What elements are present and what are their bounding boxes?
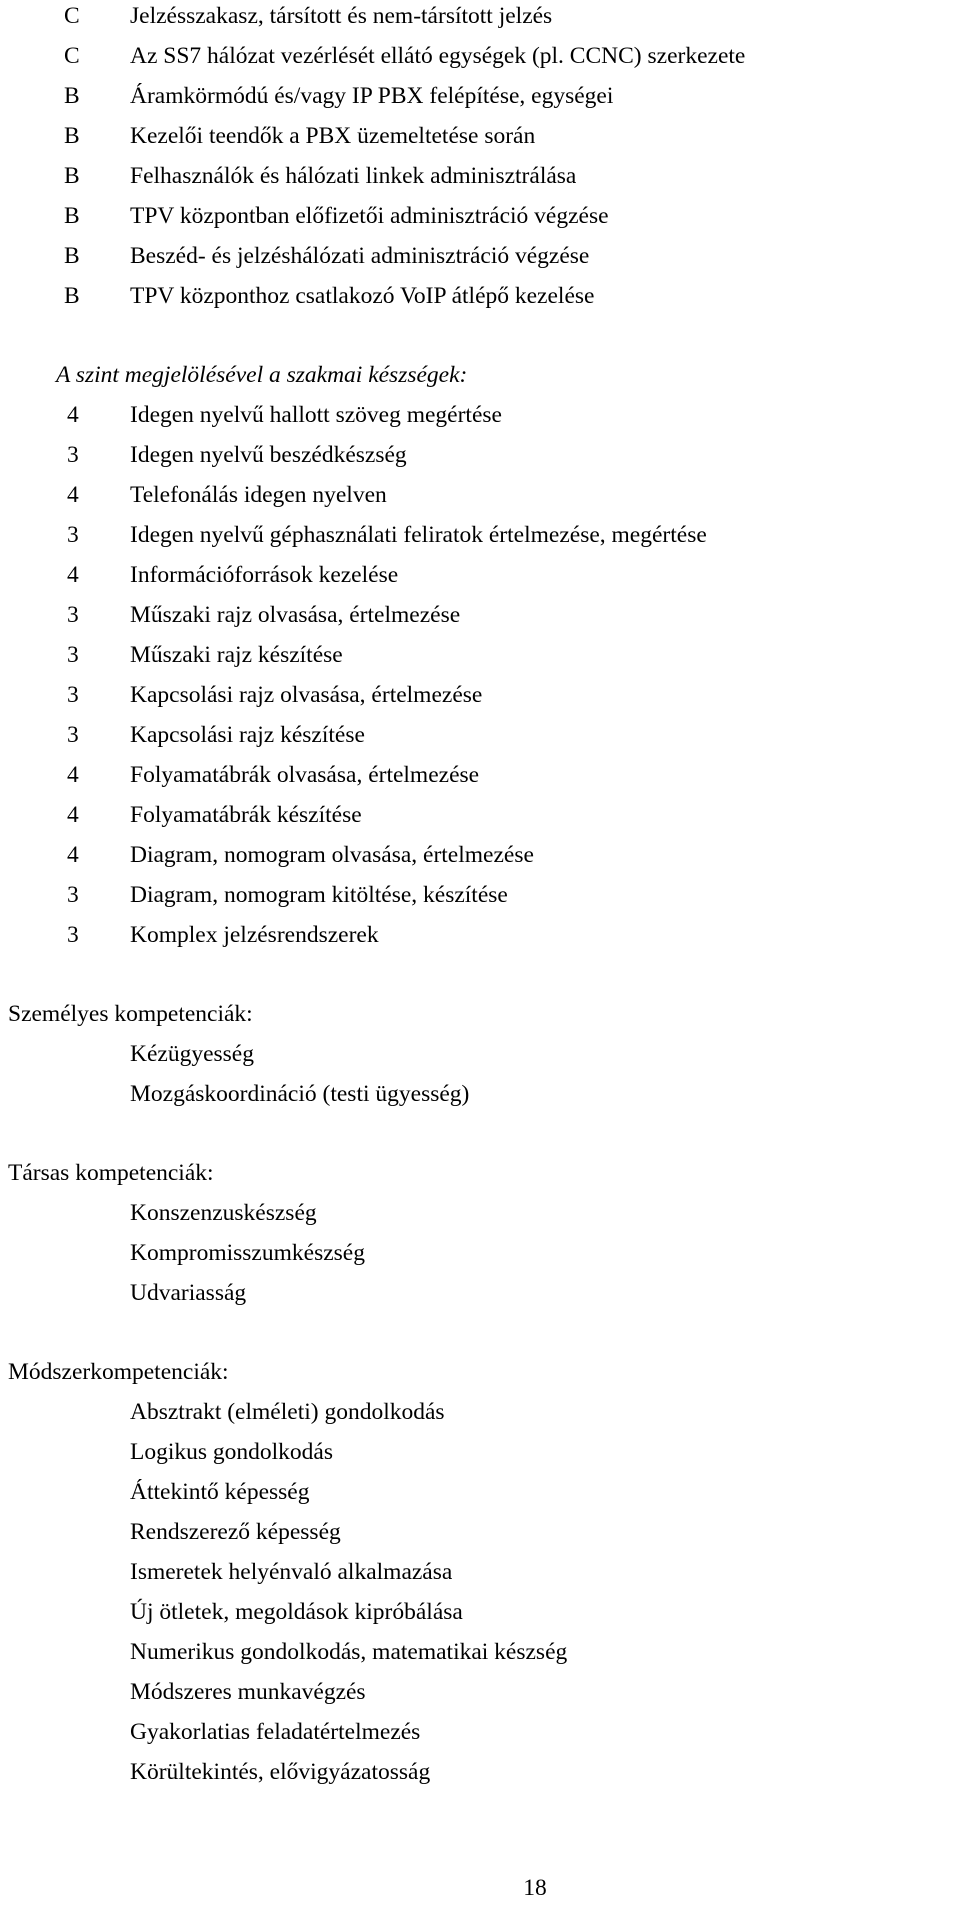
task-text: TPV központhoz csatlakozó VoIP átlépő kezelése [130,283,595,309]
list-item: Gyakorlatias feladatértelmezés [130,1719,421,1745]
list-item: Udvariasság [130,1280,247,1306]
skill-level: 3 [67,642,79,668]
list-item: Mozgáskoordináció (testi ügyesség) [130,1081,470,1107]
social-competencies [0,1153,960,1313]
list-item: Új ötletek, megoldások kipróbálása [130,1599,463,1625]
task-row [0,276,960,316]
personal-competencies [0,994,960,1114]
task-code: B [64,83,80,109]
task-code: C [64,43,80,69]
skill-level: 3 [67,922,79,948]
skill-row [0,635,960,675]
skill-level: 3 [67,522,79,548]
list-item: Módszeres munkavégzés [130,1679,366,1705]
personal-heading: Személyes kompetenciák: [8,1001,253,1027]
skill-text: Idegen nyelvű hallott szöveg megértése [130,402,502,428]
skill-text: Telefonálás idegen nyelven [130,482,387,508]
skill-text: Diagram, nomogram olvasása, értelmezése [130,842,534,868]
skill-text: Komplex jelzésrendszerek [130,922,379,948]
skill-text: Idegen nyelvű beszédkészség [130,442,407,468]
skill-level: 3 [67,442,79,468]
task-text: Felhasználók és hálózati linkek adminisztrálása [130,163,577,189]
skill-level: 4 [67,402,79,428]
task-code: B [64,243,80,269]
skill-row [0,675,960,715]
section-gap [0,1313,960,1352]
section-gap [0,1114,960,1153]
list-item: Konszenzuskészség [130,1200,317,1226]
skill-row [0,755,960,795]
list-item: Absztrakt (elméleti) gondolkodás [130,1399,445,1425]
skill-level: 4 [67,562,79,588]
task-code: B [64,283,80,309]
skill-row [0,475,960,515]
skill-row [0,555,960,595]
task-row [0,116,960,156]
skill-text: Műszaki rajz olvasása, értelmezése [130,602,461,628]
skill-level: 3 [67,722,79,748]
task-row [0,76,960,116]
task-row [0,0,960,36]
skill-row [0,795,960,835]
skill-text: Folyamatábrák készítése [130,802,362,828]
list-item: Ismeretek helyénvaló alkalmazása [130,1559,453,1585]
skill-row [0,515,960,555]
method-heading: Módszerkompetenciák: [8,1359,229,1385]
task-code: C [64,3,80,29]
skill-level: 4 [67,802,79,828]
list-item: Numerikus gondolkodás, matematikai készség [130,1639,568,1665]
skill-text: Diagram, nomogram kitöltése, készítése [130,882,508,908]
list-item: Logikus gondolkodás [130,1439,334,1465]
task-row [0,36,960,76]
method-competencies [0,1352,960,1792]
list-item: Kézügyesség [130,1041,254,1067]
skill-row [0,595,960,635]
task-row [0,236,960,276]
task-row [0,196,960,236]
skill-text: Műszaki rajz készítése [130,642,343,668]
skills-heading: A szint megjelölésével a szakmai készségek: [56,362,468,388]
list-item: Áttekintő képesség [130,1479,310,1505]
task-code: B [64,203,80,229]
skill-row [0,715,960,755]
skill-level: 4 [67,482,79,508]
skill-level: 4 [67,842,79,868]
section-gap [0,955,960,994]
skill-text: Kapcsolási rajz olvasása, értelmezése [130,682,483,708]
skill-row [0,435,960,475]
skill-row [0,915,960,955]
skill-level: 4 [67,762,79,788]
task-text: Kezelői teendők a PBX üzemeltetése során [130,123,536,149]
task-code: B [64,163,80,189]
skill-row [0,875,960,915]
task-text: TPV központban előfizetői adminisztráció végzése [130,203,609,229]
social-heading: Társas kompetenciák: [8,1160,214,1186]
skill-text: Kapcsolási rajz készítése [130,722,365,748]
skill-row [0,395,960,435]
skill-text: Információforrások kezelése [130,562,399,588]
task-text: Beszéd- és jelzéshálózati adminisztráció végzése [130,243,590,269]
task-code: B [64,123,80,149]
task-text: Áramkörmódú és/vagy IP PBX felépítése, egységei [130,83,614,109]
task-list [0,0,960,316]
skill-level: 3 [67,682,79,708]
list-item: Kompromisszumkészség [130,1240,365,1266]
skill-list [0,395,960,955]
skill-text: Idegen nyelvű géphasználati feliratok értelmezése, megértése [130,522,707,548]
list-item: Rendszerező képesség [130,1519,341,1545]
page-number: 18 [523,1875,547,1901]
section-gap [0,316,960,355]
skill-text: Folyamatábrák olvasása, értelmezése [130,762,480,788]
task-text: Az SS7 hálózat vezérlését ellátó egységek (pl. CCNC) szerkezete [130,43,746,69]
skill-level: 3 [67,882,79,908]
skill-row [0,835,960,875]
task-text: Jelzésszakasz, társított és nem-társított jelzés [130,3,553,29]
skill-level: 3 [67,602,79,628]
list-item: Körültekintés, elővigyázatosság [130,1759,431,1785]
task-row [0,156,960,196]
